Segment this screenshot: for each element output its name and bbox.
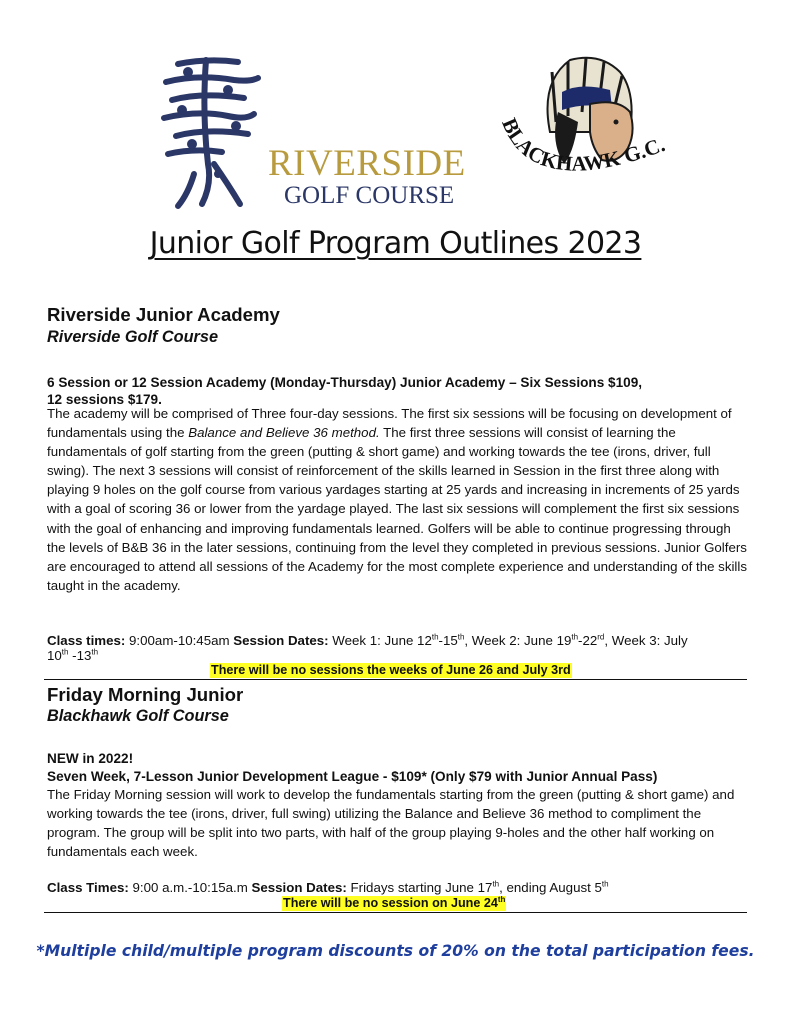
academy-dates-1: Week 1: June 12 [328,633,432,648]
academy-dates-2: -15 [438,633,458,648]
friday-sup-1: th [492,879,500,889]
friday-sup-2: th [601,879,609,889]
friday-notice [282,896,506,911]
academy-description-b: The first three sessions will consist of learning the fundamentals of golf starting from the green (putting & short game) and working towards the tee (irons, driver, full swing). The next 3 sessions will consist of reinforcement of the skills learned in Session in the first three along with playing 9 holes on the golf course from various yardages starting at 25 yards and increasing in increments of 25 yards with a goal of scoring 36 or lower from the yardage played. The last six sessions will complement the first six sessions with the goal of enhancing and improving fundamentals learned. Golfers will be able to continue progressing through the levels of B&B 36 in the later sessions, continuing from the level they completed in previous sessions. Junior Golfers are encouraged to attend all sessions of the Academy for the most complete experience and understanding of the skills taught in the academy. [47,425,747,593]
friday-heading: Friday Morning Junior [47,684,244,705]
academy-description [47,404,752,595]
academy-sup-1: th [431,632,439,642]
friday-class-time: 9:00 a.m.-10:15a.m [128,880,252,895]
academy-offer-line2: 12 sessions $179. [47,392,162,407]
friday-offer: Seven Week, 7-Lesson Junior Development League - $109* (Only $79 with Junior Annual Pass) [47,769,658,784]
friday-notice-sup: th [497,894,506,904]
friday-dates-label: Session Dates: [251,880,347,895]
academy-sup-5: th [61,647,69,657]
academy-dates-3: , Week 2: June 19 [464,633,572,648]
academy-dates-5: , Week 3: July [604,633,688,648]
academy-heading: Riverside Junior Academy [47,304,280,325]
discount-note: *Multiple child/multiple program discounts of 20% on the total participation fees. [36,942,755,960]
section-divider-2 [44,912,747,913]
blackhawk-arc-textpath: BLACKHAWK G.C. [497,114,669,176]
tree-icon [158,54,278,214]
friday-description: The Friday Morning session will work to develop the fundamentals starting from the green (putting & short game) and working towards the tee (irons, driver, full swing) utilizing the Balance and Believe 36 method to compliment the program. The group will be split into two parts, with half of the group playing 9-holes and the other half working on fundamentals each week. [47,787,735,860]
friday-course: Blackhawk Golf Course [47,707,229,725]
riverside-wordmark-sub: GOLF COURSE [284,182,455,209]
page-title-text: Junior Golf Program Outlines 2023 [149,226,642,261]
friday-new-label: NEW in 2022! [47,751,134,766]
academy-offer-line1: 6 Session or 12 Session Academy (Monday-Thursday) Junior Academy – Six Sessions $109, [47,375,643,390]
academy-method: Balance and Believe 36 method. [188,425,380,441]
academy-dates-4: -22 [578,633,598,648]
friday-class-label: Class Times: [47,880,129,895]
riverside-wordmark-main: RIVERSIDE [268,143,466,184]
academy-notice: There will be no sessions the weeks of June 26 and July 3rd [211,663,571,677]
friday-dates-2: , ending August 5 [499,880,602,895]
friday-notice-text: There will be no session on June 24 [283,896,498,910]
academy-class-times [47,633,757,663]
academy-dates-label: Session Dates: [233,633,329,648]
headdress-icon [490,52,680,212]
academy-dates-6: 10 [47,648,62,663]
friday-dates-1: Fridays starting June 17 [346,880,493,895]
page-title [0,226,791,261]
academy-sup-6: th [91,647,99,657]
riverside-logo [158,54,488,214]
academy-dates-7: -13 [68,648,92,663]
academy-class-time: 9:00am-10:45am [125,633,234,648]
academy-sup-4: rd [597,632,605,642]
academy-description-a: The academy will be comprised of Three four-day sessions. The first six sessions will be focusing on development of fundamentals using the [47,406,732,441]
academy-sup-3: th [571,632,579,642]
section-divider-1 [44,679,747,680]
academy-class-label: Class times: [47,633,126,648]
academy-sup-2: th [457,632,465,642]
riverside-wordmark [268,144,466,208]
friday-class-times [47,880,757,895]
blackhawk-logo [490,52,680,212]
academy-offer [47,374,747,408]
academy-course: Riverside Golf Course [47,328,219,346]
